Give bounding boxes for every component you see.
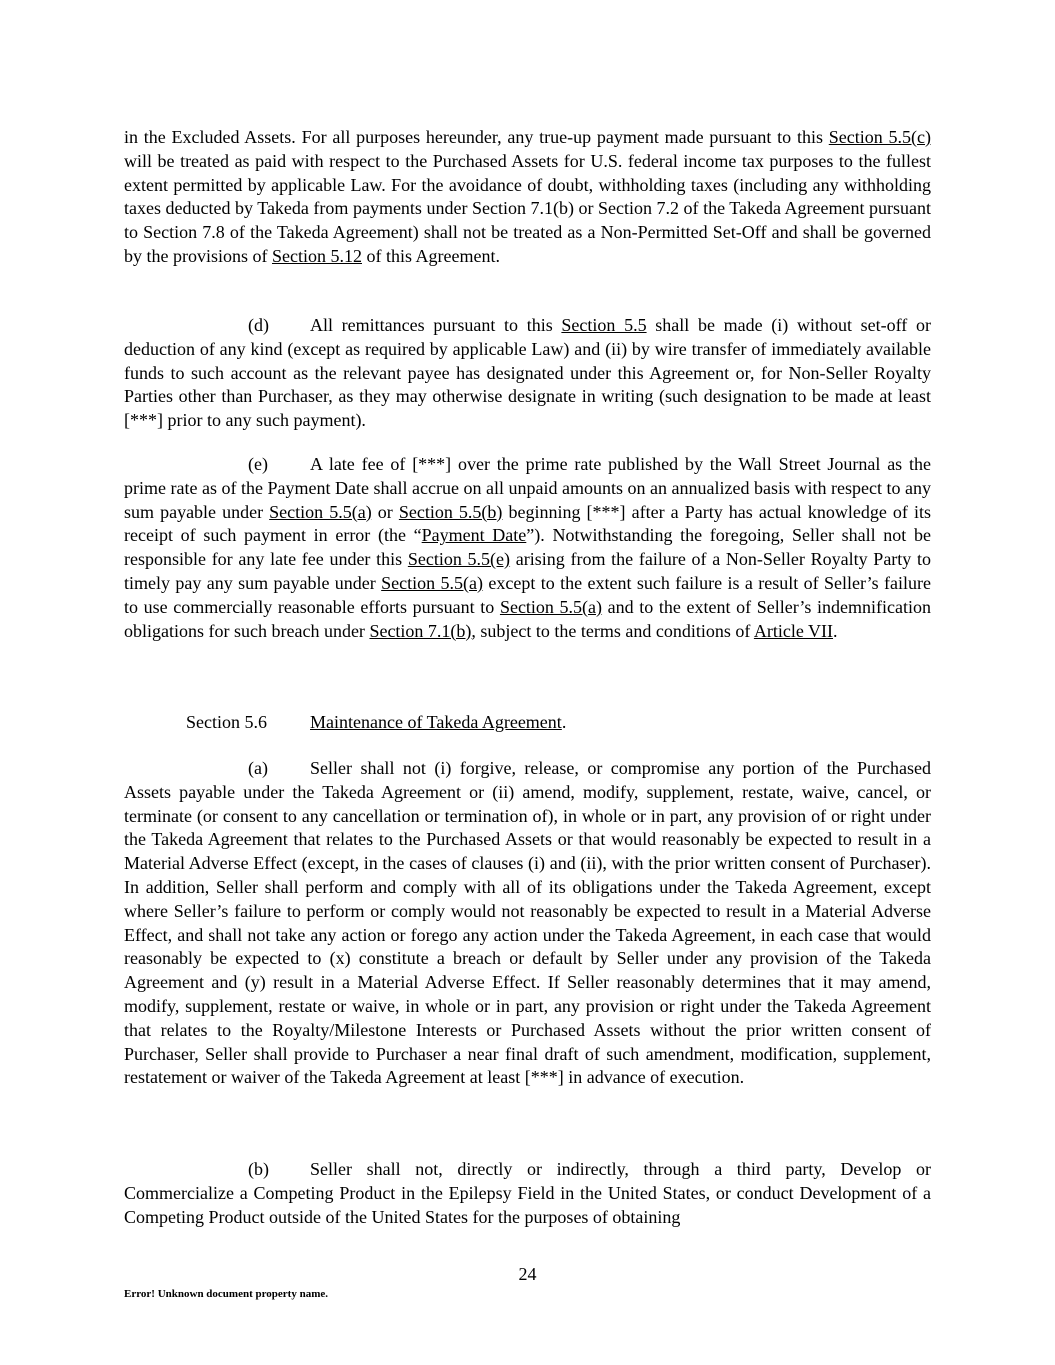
section-reference: Section 5.5(a) xyxy=(499,596,603,617)
page-number: 24 xyxy=(518,1264,537,1284)
text-run: shall be made (i) without set-off or deduction of any kind (except as required by applicable Law) and (ii) by wire transfer of immediately available funds to such account as the relevant payee has designated under this Agreement or, for Non-Seller Royalty Parties other than Purchaser, as they may otherwise designate in writing (such designation to be made at least [***] prior to any such payment). xyxy=(124,315,931,431)
footer-note: Error! Unknown document property name. xyxy=(124,1288,329,1300)
paragraph-5-5-d xyxy=(124,314,931,433)
section-title: Maintenance of Takeda Agreement xyxy=(310,712,562,732)
section-reference: Section 5.5 xyxy=(561,315,647,335)
section-reference: Article VII xyxy=(753,620,834,641)
section-reference: Section 5.5(a) xyxy=(269,501,372,522)
clause-label: (e) xyxy=(248,454,268,474)
paragraph-5-6-b xyxy=(124,1158,931,1229)
section-reference: Section 5.5(c) xyxy=(828,127,931,147)
section-number: Section 5.6 xyxy=(186,712,267,732)
section-reference: Section 5.5(b) xyxy=(398,501,503,522)
paragraph-5-5-e xyxy=(124,453,931,643)
text-run: beginning [***] after a Party has actual knowledge of its receipt of such payment in error (the “ xyxy=(124,501,932,546)
clause-label: (b) xyxy=(248,1159,269,1179)
section-5-6-heading xyxy=(124,711,931,735)
text-run: of this Agreement. xyxy=(362,245,500,266)
text-run: All remittances pursuant to this xyxy=(310,315,562,335)
section-reference: Section 5.5(a) xyxy=(381,572,484,593)
text-run: in the Excluded Assets. For all purposes hereunder, any true-up payment made pursuant to this xyxy=(124,127,829,147)
text-run: . xyxy=(561,712,567,732)
section-reference: Section 5.5(e) xyxy=(407,549,511,570)
text-run: ”). Notwithstanding the foregoing, Seller shall not be responsible for any late fee under this xyxy=(124,525,931,570)
clause-label: (d) xyxy=(248,315,269,335)
clause-label: (a) xyxy=(248,758,268,778)
text-run: will be treated as paid with respect to the Purchased Assets for U.S. federal income tax purposes to the fullest extent permitted by applicable Law. For the avoidance of doubt, withholding taxes (including any withholding taxes deducted by Takeda from payments under Section 7.1(b) or Section 7.2 of the Takeda Agreement pursuant to Section 7.8 of the Takeda Agreement) shall not be treated as a Non-Permitted Set-Off and shall be governed by the provisions of xyxy=(124,150,931,266)
defined-term: Payment Date xyxy=(421,525,527,546)
text-run: Seller shall not, directly or indirectly, through a third party, Develop or Commercialize a Competing Product in the Epilepsy Field in the United States, or conduct Development of a Competing Product outside of the United States for the purposes of obtaining xyxy=(124,1159,931,1227)
paragraph-5-6-a xyxy=(124,757,931,1090)
text-run: arising from the failure of a Non-Seller Royalty Party to timely pay any sum payable under xyxy=(124,549,932,593)
text-run: , subject to the terms and conditions of xyxy=(471,620,754,641)
paragraph-5-5-c-continuation xyxy=(124,126,931,269)
text-run: Seller shall not (i) forgive, release, or compromise any portion of the Purchased Assets payable under the Takeda Agreement or (ii) amend, modify, supplement, restate, waive, cancel, or terminate (or consent to any cancellation or termination of), in whole or in part, any provision of or right under the Takeda Agreement that relates to the Purchased Assets or that would reasonably be expected to result in a Material Adverse Effect (except, in the cases of clauses (i) and (ii), with the prior written consent of Purchaser). In addition, Seller shall perform and comply with all of its obligations under the Takeda Agreement, except where Seller’s failure to perform or comply would not reasonably be expected to result in a Material Adverse Effect, and shall not take any action or forego any action under the Takeda Agreement, in each case that would reasonably be expected to (x) constitute a breach or default by Seller under any provision of the Takeda Agreement and (y) result in a Material Adverse Effect. If Seller reasonably determines that it may amend, modify, supplement, restate or waive, in whole or in part, any provision or right under the Takeda Agreement that relates to the Royalty/Milestone Interests or Purchased Assets without the prior written consent of Purchaser, Seller shall provide to Purchaser a near final draft of such amendment, modification, supplement, restatement or waiver of the Takeda Agreement at least [***] in advance of execution. xyxy=(124,758,931,1088)
text-run: A late fee of [***] over the prime rate published by the Wall Street Journal as the prime rate as of the Payment Date shall accrue on all unpaid amounts on an annualized basis with respect to any sum payable under xyxy=(124,454,931,522)
text-run: or xyxy=(371,501,399,522)
section-reference: Section 5.12 xyxy=(272,245,362,266)
section-reference: Section 7.1(b) xyxy=(369,620,472,641)
text-run: . xyxy=(833,620,838,641)
text-run: and to the extent of Seller’s indemnification obligations for such breach under xyxy=(124,596,931,641)
text-run: except to the extent such failure is a result of Seller’s failure to use commercially reasonable efforts pursuant to xyxy=(124,572,931,617)
